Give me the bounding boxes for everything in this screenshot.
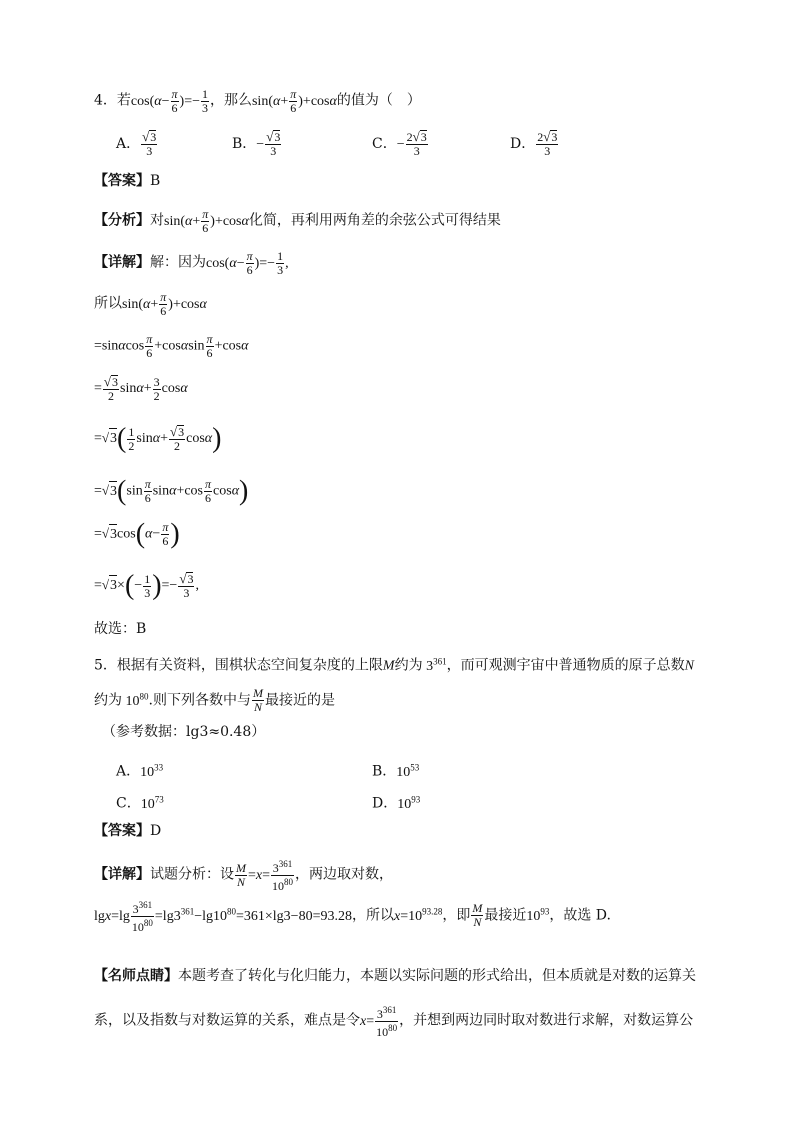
q4-step-7: =√3×(− $\frac{1}{3}$ )=− $\frac{√3}{3}$ ,	[94, 570, 199, 601]
q5-stem-text: 5．根据有关资料，围棋状态空间复杂度的上限	[94, 657, 383, 674]
analysis-text: 对	[150, 212, 164, 229]
q5-option-d: D．$10^{93}$	[372, 794, 421, 812]
q4-step-2: =sinαcos $\frac{\pi}{6}$ +cosαsin $\frac{\pi}{6}$ +cosα	[94, 332, 249, 360]
q5-option-a: A．$10^{33}$	[116, 762, 164, 780]
q4-target-expr: sin(α+ $\frac{\pi}{6}$ )+cosα	[251, 87, 337, 115]
q4-step-6: =√3cos(α− $\frac{\pi}{6}$ )	[94, 518, 180, 550]
analysis-text: 化简，再利用两角差的余弦公式可得结果	[248, 212, 501, 229]
q4-stem-prefix: 4．若	[94, 92, 131, 109]
q4-option-d	[510, 130, 559, 158]
calc-text: ，即	[442, 907, 471, 924]
option-label: A．	[116, 136, 141, 152]
q5-stem-line2: 约为 $10^{80}$.则下列各数中与 $\frac{M}{N}$ 最接近的是	[94, 686, 335, 715]
q4-option-a	[116, 130, 158, 158]
option-exponent: 33	[154, 762, 164, 772]
tip-text: 系，以及指数与对数运算的关系，难点是令	[94, 1012, 360, 1029]
reference-text: （参考数据：lg3≈0.48）	[102, 724, 266, 740]
option-value: $\frac{√3}{3}$	[266, 129, 281, 158]
option-value: $\frac{√3}{3}$	[142, 129, 157, 158]
option-label: B．	[372, 763, 397, 780]
option-value: $\frac{2√3}{3}$	[406, 129, 427, 158]
detail-tag: 【详解】	[94, 254, 150, 271]
q4-answer	[94, 171, 160, 191]
option-label: C．	[372, 136, 397, 152]
detail-tag: 【详解】	[94, 866, 150, 883]
q5-reference	[102, 722, 265, 742]
analysis-tag: 【分析】	[94, 212, 150, 229]
calc-text: ，所以	[351, 907, 394, 924]
answer-value: B	[150, 173, 161, 189]
option-label: C．	[116, 795, 141, 812]
answer-value: D	[150, 823, 162, 839]
detail-text: ，两边取对数，	[295, 866, 394, 883]
option-exponent: 93	[411, 794, 421, 804]
option-exponent: 53	[410, 762, 420, 772]
q4-given-expr: cos(α− $\frac{\pi}{6}$ )=− $\frac{1}{3}$	[130, 87, 208, 115]
q4-step-5: =√3(sin $\frac{\pi}{6}$ sinα+cos $\frac{\pi}{6}$ cosα)	[94, 475, 249, 507]
tip-tag: 【名师点睛】	[94, 968, 178, 984]
option-exponent: 73	[154, 794, 164, 804]
q5-stem-text: 最接近的是	[264, 692, 335, 709]
conclusion-text: 故选：B	[94, 621, 147, 637]
q5-stem-text: 约为	[94, 692, 122, 709]
tip-text: ，并想到两边同时取对数进行求解，对数运算公	[399, 1012, 694, 1029]
calc-text: ，故选 D.	[549, 907, 611, 924]
q4-option-b: B．− $\frac{√3}{3}$	[232, 129, 281, 158]
q4-option-c: C．− $\frac{2√3}{3}$	[372, 129, 427, 158]
q5-tip-line1	[94, 966, 696, 986]
q4-step-3: = $\frac{√3}{2}$ sinα+ $\frac{3}{2}$ cosα	[94, 374, 188, 403]
q5-answer	[94, 821, 161, 841]
option-label: A．	[116, 763, 141, 780]
option-value: $\frac{2√3}{3}$	[537, 129, 558, 158]
answer-tag: 【答案】	[94, 823, 150, 839]
q4-detail: 【详解】解：因为cos(α− $\frac{\pi}{6}$ )=− $\frac{1}{3}$ ,	[94, 249, 289, 277]
q5-tip-line2: 系，以及指数与对数运算的关系，难点是令x= $\frac{3^{361}}{10^{80}}$ ，并想到两边同时取对数进行求解，对数运算公	[94, 1005, 694, 1039]
q4-stem	[94, 88, 421, 115]
answer-tag: 【答案】	[94, 173, 150, 189]
q5-detail: 【详解】试题分析：设 $\frac{M}{N}$ =x= $\frac{3^{361}}{10^{80}}$ ，两边取对数，	[94, 859, 394, 893]
q4-step-1: 所以sin(α+ $\frac{\pi}{6}$ )+cosα	[94, 290, 207, 318]
q5-stem-line1: 5．根据有关资料，围棋状态空间复杂度的上限M约为 $3^{361}$，而可观测宇宙中普通物质的原子总数N	[94, 656, 694, 674]
q4-step-4: =√3( $\frac{1}{2}$ sinα+ $\frac{√3}{2}$ cosα)	[94, 423, 222, 454]
q4-conclusion	[94, 619, 146, 639]
q4-stem-suffix: 的值为（ ）	[336, 92, 421, 109]
detail-text: 试题分析：设	[150, 866, 234, 883]
q5-calc: lgx=lg $\frac{3^{361}}{10^{80}}$ $=\lg 3^{361}-\lg 10^{80}=361\times\lg 3-80=93.28$，所以$x=10^{93.28}$，即 $\frac{M}{N}$ 最接近$10^{93}$，故选 D.	[94, 900, 611, 934]
q4-stem-mid: ，那么	[209, 92, 252, 109]
step-text: 所以	[94, 295, 122, 312]
q5-stem-text: .则下列各数中与	[148, 692, 251, 709]
q4-analysis: 【分析】对sin(α+ $\frac{\pi}{6}$ )+cosα化简，再利用两角差的余弦公式可得结果	[94, 207, 501, 235]
q5-stem-text: 约为	[394, 657, 423, 674]
option-label: D．	[372, 795, 398, 812]
option-label: D．	[510, 136, 536, 152]
calc-text: 最接近	[484, 907, 527, 924]
option-label: B．	[232, 136, 257, 152]
q5-stem-text: ，而可观测宇宙中普通物质的原子总数	[446, 657, 685, 674]
detail-text: 解：因为	[150, 254, 206, 271]
q5-option-b: B．$10^{53}$	[372, 762, 420, 780]
q5-option-c: C．$10^{73}$	[116, 794, 164, 812]
tip-text: 本题考查了转化与化归能力，本题以实际问题的形式给出，但本质就是对数的运算关	[178, 968, 696, 984]
